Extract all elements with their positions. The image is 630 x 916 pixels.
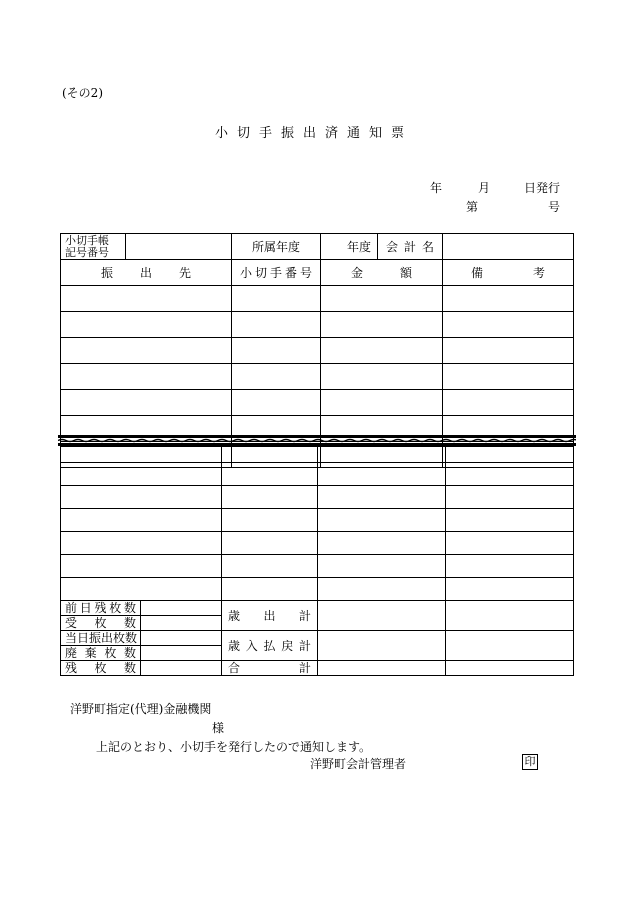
number-suffix: 号 bbox=[548, 200, 561, 214]
summary-issued-today-label: 当日振出枚数 bbox=[61, 631, 141, 646]
payee-cell[interactable] bbox=[61, 312, 232, 338]
remarks-cell[interactable] bbox=[446, 486, 574, 509]
check-number-cell[interactable] bbox=[232, 364, 321, 390]
column-check-number: 小切手番号 bbox=[232, 260, 321, 286]
check-number-cell[interactable] bbox=[222, 509, 318, 532]
remarks-cell[interactable] bbox=[443, 390, 574, 416]
check-number-cell[interactable] bbox=[222, 463, 318, 486]
checkbook-number-cell[interactable] bbox=[126, 234, 232, 260]
summary-grand-total-amount[interactable] bbox=[318, 661, 446, 676]
summary-revenue-refund-amount[interactable] bbox=[318, 631, 446, 661]
check-number-cell[interactable] bbox=[232, 390, 321, 416]
payee-cell[interactable] bbox=[61, 338, 232, 364]
amount-cell[interactable] bbox=[321, 390, 443, 416]
payee-cell[interactable] bbox=[61, 463, 222, 486]
remarks-cell[interactable] bbox=[446, 555, 574, 578]
amount-cell[interactable] bbox=[321, 312, 443, 338]
summary-issued-today-value[interactable] bbox=[141, 631, 222, 646]
payee-cell[interactable] bbox=[61, 509, 222, 532]
amount-cell[interactable] bbox=[321, 364, 443, 390]
check-number-cell[interactable] bbox=[222, 447, 318, 463]
amount-cell[interactable] bbox=[318, 578, 446, 601]
account-name-label: 会計名 bbox=[378, 234, 443, 260]
number-prefix: 第 bbox=[466, 200, 479, 214]
payee-cell[interactable] bbox=[61, 486, 222, 509]
form-label: (その2) bbox=[62, 86, 103, 100]
administrator-label: 洋野町会計管理者 bbox=[310, 757, 407, 771]
amount-cell[interactable] bbox=[318, 463, 446, 486]
column-remarks: 備考 bbox=[443, 260, 574, 286]
bank-name: 洋野町指定(代理)金融機関 bbox=[70, 702, 212, 716]
fiscal-year-value[interactable]: 年度 bbox=[321, 234, 378, 260]
column-amount: 金額 bbox=[321, 260, 443, 286]
summary-expenditure-total-label: 歳出計 bbox=[222, 601, 318, 631]
summary-received-value[interactable] bbox=[141, 616, 222, 631]
payee-cell[interactable] bbox=[61, 555, 222, 578]
seal-mark: 印 bbox=[522, 754, 538, 770]
payee-cell[interactable] bbox=[61, 364, 232, 390]
summary-expenditure-total-remarks[interactable] bbox=[446, 601, 574, 631]
checkbook-label: 小切手帳 記号番号 bbox=[61, 234, 126, 260]
check-number-cell[interactable] bbox=[232, 338, 321, 364]
column-payee: 振出先 bbox=[61, 260, 232, 286]
summary-grand-total-label: 合計 bbox=[222, 661, 318, 676]
summary-expenditure-total-amount[interactable] bbox=[318, 601, 446, 631]
check-number-cell[interactable] bbox=[232, 286, 321, 312]
remarks-cell[interactable] bbox=[446, 463, 574, 486]
payee-cell[interactable] bbox=[61, 578, 222, 601]
check-number-cell[interactable] bbox=[222, 486, 318, 509]
payee-cell[interactable] bbox=[61, 447, 222, 463]
amount-cell[interactable] bbox=[318, 509, 446, 532]
amount-cell[interactable] bbox=[321, 338, 443, 364]
year-label: 年 bbox=[430, 181, 443, 195]
honorific: 様 bbox=[212, 721, 225, 735]
remarks-cell[interactable] bbox=[446, 532, 574, 555]
lower-table bbox=[60, 446, 574, 676]
remarks-cell[interactable] bbox=[443, 286, 574, 312]
summary-revenue-refund-label: 歳入払戻計 bbox=[222, 631, 318, 661]
payee-cell[interactable] bbox=[61, 286, 232, 312]
amount-cell[interactable] bbox=[318, 555, 446, 578]
payee-cell[interactable] bbox=[61, 532, 222, 555]
check-number-cell[interactable] bbox=[232, 312, 321, 338]
summary-discarded-value[interactable] bbox=[141, 646, 222, 661]
remarks-cell[interactable] bbox=[443, 312, 574, 338]
summary-revenue-refund-remarks[interactable] bbox=[446, 631, 574, 661]
summary-discarded-label: 廃棄枚数 bbox=[61, 646, 141, 661]
summary-prev-remaining-label: 前日残枚数 bbox=[61, 601, 141, 616]
amount-cell[interactable] bbox=[318, 486, 446, 509]
account-name-value[interactable] bbox=[443, 234, 574, 260]
fiscal-year-label: 所属年度 bbox=[232, 234, 321, 260]
remarks-cell[interactable] bbox=[443, 364, 574, 390]
notice-text: 上記のとおり、小切手を発行したので通知します。 bbox=[96, 740, 372, 754]
amount-cell[interactable] bbox=[321, 286, 443, 312]
summary-received-label: 受枚数 bbox=[61, 616, 141, 631]
summary-remaining-value[interactable] bbox=[141, 661, 222, 676]
page-break-band bbox=[58, 435, 576, 446]
month-label: 月 bbox=[478, 181, 491, 195]
check-number-cell[interactable] bbox=[222, 555, 318, 578]
amount-cell[interactable] bbox=[318, 532, 446, 555]
summary-remaining-label: 残枚数 bbox=[61, 661, 141, 676]
payee-cell[interactable] bbox=[61, 390, 232, 416]
remarks-cell[interactable] bbox=[446, 578, 574, 601]
check-number-cell[interactable] bbox=[222, 578, 318, 601]
remarks-cell[interactable] bbox=[446, 509, 574, 532]
document-title: 小切手振出済通知票 bbox=[215, 126, 414, 141]
day-issue-label: 日発行 bbox=[524, 181, 561, 195]
summary-prev-remaining-value[interactable] bbox=[141, 601, 222, 616]
amount-cell[interactable] bbox=[318, 447, 446, 463]
summary-grand-total-remarks[interactable] bbox=[446, 661, 574, 676]
check-number-cell[interactable] bbox=[222, 532, 318, 555]
upper-table bbox=[60, 233, 574, 468]
remarks-cell[interactable] bbox=[443, 338, 574, 364]
remarks-cell[interactable] bbox=[446, 447, 574, 463]
